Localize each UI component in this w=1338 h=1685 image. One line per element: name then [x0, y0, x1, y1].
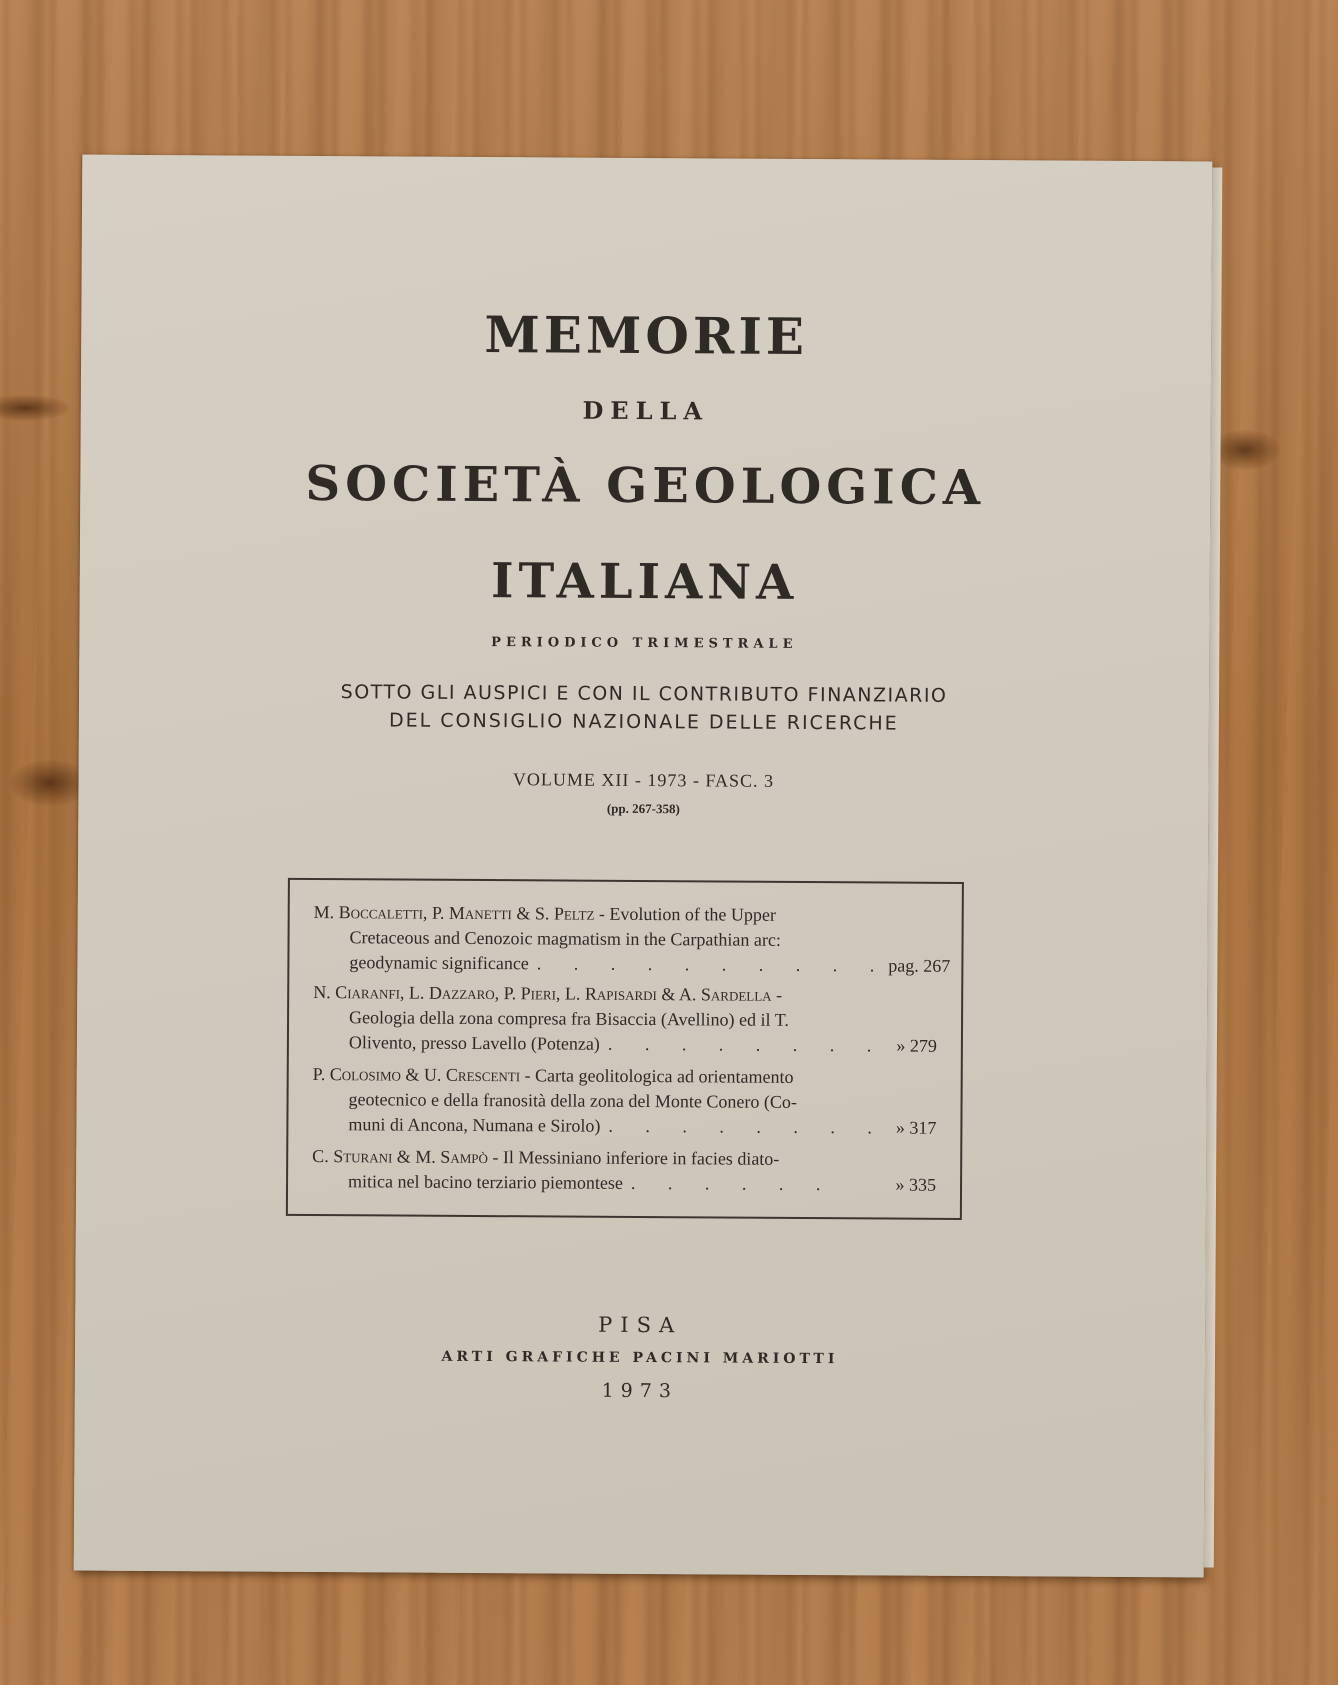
title-memorie: MEMORIE: [484, 305, 809, 366]
toc-title-end: geodynamic significance: [349, 952, 529, 974]
title-societa-geologica: SOCIETÀ GEOLOGICA: [305, 455, 986, 517]
journal-cover: [74, 155, 1213, 1578]
volume-info: VOLUME XII - 1973 - FASC. 3: [512, 769, 775, 791]
imprint-publisher: ARTI GRAFICHE PACINI MARIOTTI: [441, 1348, 839, 1368]
toc-title-start: - Evolution of the Upper: [594, 903, 776, 925]
imprint-year: 1973: [601, 1379, 679, 1403]
wood-knot: [0, 395, 70, 421]
toc-entry: [313, 980, 937, 1059]
table-of-contents: [286, 878, 964, 1220]
toc-last-line: [313, 1030, 937, 1059]
toc-authors: N. Ciaranfi, L. Dazzaro, P. Pieri, L. Rapisardi & A. Sardella: [313, 981, 772, 1005]
title-italiana: ITALIANA: [490, 553, 799, 611]
imprint-city: PISA: [598, 1312, 683, 1338]
toc-dot-leader: . . . . . . . .: [607, 1033, 886, 1056]
toc-authors: P. Colosimo & U. Crescenti: [312, 1063, 521, 1086]
toc-dot-leader: . . . . . . . . . .: [536, 953, 889, 976]
toc-title-line: Geologia della zona compresa fra Bisaccia (Avellino) ed il T.: [349, 1007, 789, 1030]
cover-edge: [1204, 167, 1223, 1567]
toc-title-end: muni di Ancona, Numana e Sirolo): [348, 1114, 601, 1136]
toc-title-line: geotecnico e della franosità della zona del Monte Conero (Co-: [348, 1089, 797, 1112]
toc-entry-head: [314, 900, 938, 929]
subtitle-periodico: PERIODICO TRIMESTRALE: [491, 635, 798, 652]
toc-entry-head: [313, 980, 937, 1009]
toc-last-line: [312, 1112, 936, 1141]
page-range: (pp. 267-358): [606, 800, 680, 817]
toc-title-start: -: [771, 984, 783, 1005]
toc-last-line: [313, 950, 951, 979]
toc-page-number: pag. 267: [888, 955, 951, 976]
toc-page-number: » 317: [895, 1117, 937, 1138]
toc-entry-head: [313, 1062, 937, 1091]
toc-page-number: » 335: [895, 1174, 937, 1195]
toc-entry: [312, 1144, 936, 1198]
toc-title-end: mitica nel bacino terziario piemontese: [348, 1171, 624, 1193]
toc-last-line: [312, 1169, 936, 1198]
toc-title-end: Olivento, presso Lavello (Potenza): [348, 1032, 600, 1054]
toc-dot-leader: . . . . . . . .: [608, 1115, 886, 1138]
title-della: DELLA: [582, 395, 710, 426]
auspices-line-1: SOTTO GLI AUSPICI E CON IL CONTRIBUTO FINANZIARIO: [340, 681, 948, 707]
toc-entry-head: [312, 1144, 936, 1173]
toc-title-line: Cretaceous and Cenozoic magmatism in the Carpathian arc:: [349, 927, 781, 950]
toc-title-start: - Carta geolitologica ad orientamento: [520, 1065, 794, 1087]
toc-entry: [312, 1062, 936, 1141]
toc-entry: [313, 900, 951, 979]
toc-authors: M. Boccaletti, P. Manetti & S. Peltz: [313, 901, 595, 924]
toc-title-start: - Il Messiniano inferiore in facies diato-: [487, 1147, 780, 1169]
toc-dot-leader: . . . . . .: [630, 1172, 835, 1195]
toc-page-number: » 279: [896, 1035, 937, 1056]
toc-authors: C. Sturani & M. Sampò: [312, 1145, 488, 1168]
auspices-line-2: DEL CONSIGLIO NAZIONALE DELLE RICERCHE: [388, 709, 899, 735]
